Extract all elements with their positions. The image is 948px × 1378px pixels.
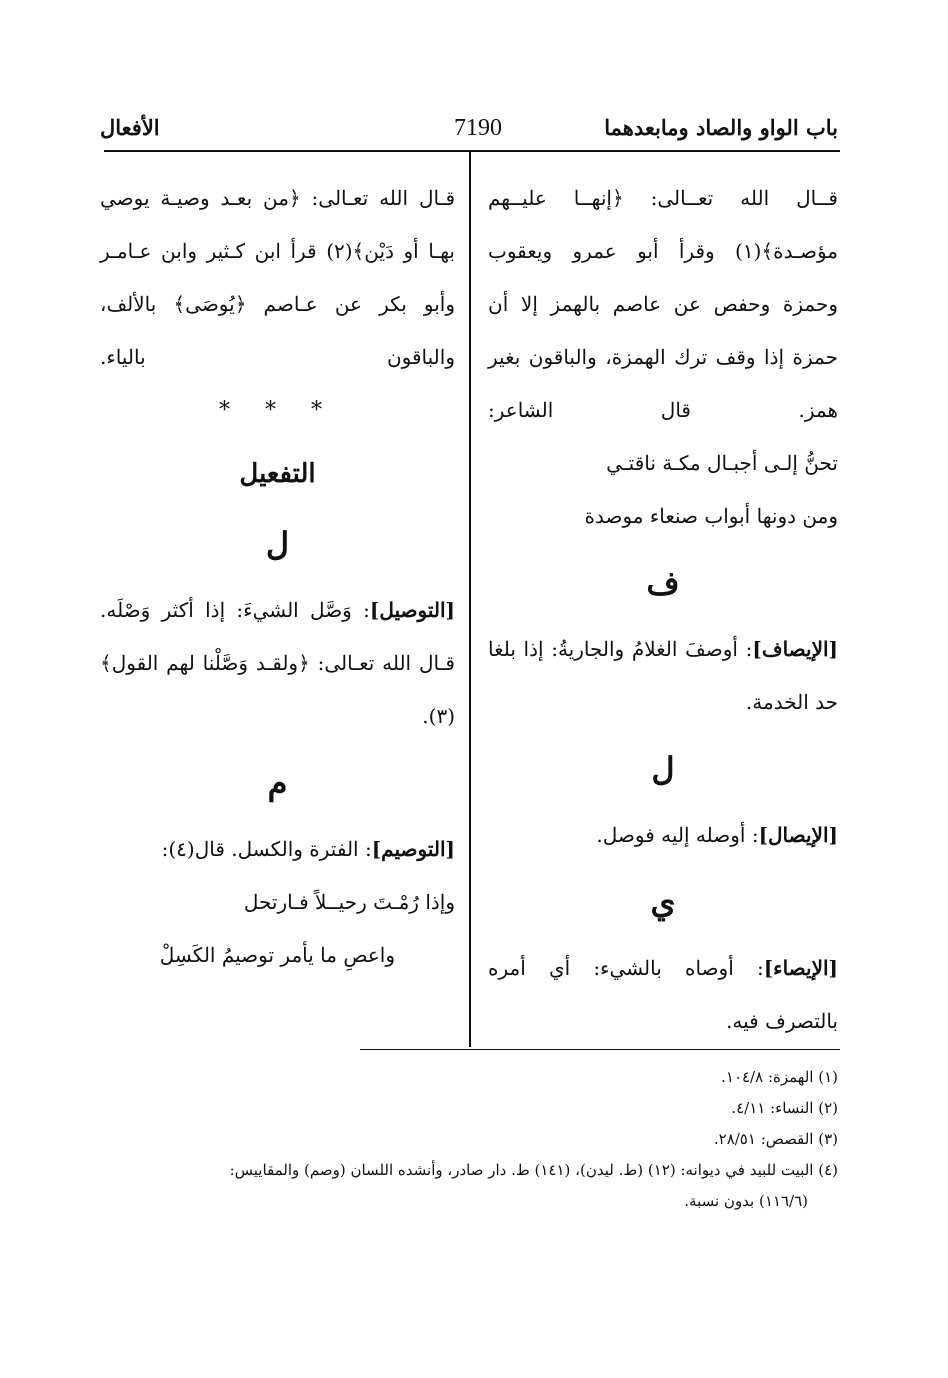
- page-number: 7190: [454, 115, 502, 141]
- entry-definition: : الفترة والكسل. قال(٤):: [161, 837, 372, 861]
- section-title: التفعيل: [239, 459, 316, 489]
- entry-definition: : أوصاه بالشيء: أي أمره بالتصرف فيه.: [488, 956, 838, 1033]
- quran-citation-paragraph: قـال الله تعـالى: ﴿من بعـد وصيـة يوصي بهـا أو دَيْن﴾(٢) قرأ ابن كـثير وابن عـامـر وأبو بكر عن عـاصم ﴿يُوصَى﴾ بالألف، والباقون بالياء.: [100, 186, 456, 369]
- entry-definition: : وَصَّل الشيءَ: إذا أكثر وَصْلَه. قـال الله تعـالى: ﴿ولقـد وَصَّلْنا لهم القول﴾(٣).: [100, 598, 455, 728]
- footnote-2: (٢) النساء: ٤/١١.: [731, 1099, 838, 1117]
- letter-heading-ya: ي: [650, 883, 676, 921]
- quran-citation-paragraph: قــال الله تعــالى: ﴿إنهــا عليــهم مؤصـدة﴾(١) وقرأ أبو عمرو ويعقوب وحمزة وحفص عن عاصم بالهمز إلا أن حمزة إذا وقف ترك الهمزة، والباقون بغير همز. قال الشاعر:: [488, 186, 838, 422]
- verse-line-2: واعصِ ما يأمر توصيمُ الكَسِلْ: [159, 943, 395, 967]
- header-rule: [104, 150, 840, 152]
- running-header-section: الأفعال: [100, 115, 160, 140]
- entry-term: [الإيصاف]: [752, 637, 838, 661]
- footnotes: [108, 1062, 838, 1217]
- right-column: [488, 172, 838, 1048]
- verse-line-1: وإذا رُمْـتَ رحيــلاً فـارتحل: [243, 890, 455, 914]
- entry-definition: : أوصفَ الغلامُ والجاريةُ: إذا بلغا حد الخدمة.: [488, 637, 838, 714]
- letter-heading-lam: ل: [651, 750, 675, 788]
- section-separator: * * *: [219, 398, 336, 423]
- letter-heading-lam: ل: [265, 525, 290, 563]
- footnote-3: (٣) القصص: ٢٨/٥١.: [713, 1130, 838, 1148]
- footnote-4: (٤) البيت للبيد في ديوانه: (١٢) (ط. ليدن)، (١٤١) ط. دار صادر، وأنشده اللسان (وصم) والمقاييس:: [229, 1161, 838, 1179]
- footnote-1: (١) الهمزة: ١٠٤/٨.: [721, 1068, 838, 1086]
- column-divider: [469, 152, 471, 1047]
- footnote-rule: [360, 1049, 840, 1050]
- left-column: [100, 172, 455, 982]
- entry-term: [الإيصال]: [758, 823, 838, 847]
- entry-definition: : أوصله إليه فوصل.: [596, 823, 759, 847]
- entry-isaf: [488, 623, 838, 729]
- entry-term: [التوصيل]: [369, 598, 455, 622]
- entry-tawsil: [100, 584, 455, 743]
- verse-line-1: تحنُّ إلـى أجبـال مكـة ناقتـي: [606, 451, 838, 475]
- letter-heading-mim: م: [267, 764, 288, 802]
- entry-term: [التوصيم]: [371, 837, 455, 861]
- footnote-4-continuation: (١١٦/٦) بدون نسبة.: [684, 1192, 808, 1210]
- running-header-chapter: باب الواو والصاد ومابعدهما: [604, 115, 838, 140]
- entry-term: [الإيصاء]: [763, 956, 838, 980]
- entry-isal: [488, 809, 838, 862]
- verse-line-2: ومن دونها أبواب صنعاء موصدة: [584, 504, 838, 528]
- entry-isa: [488, 942, 838, 1048]
- letter-heading-fa: ف: [646, 564, 680, 602]
- entry-tawsim: [100, 823, 455, 876]
